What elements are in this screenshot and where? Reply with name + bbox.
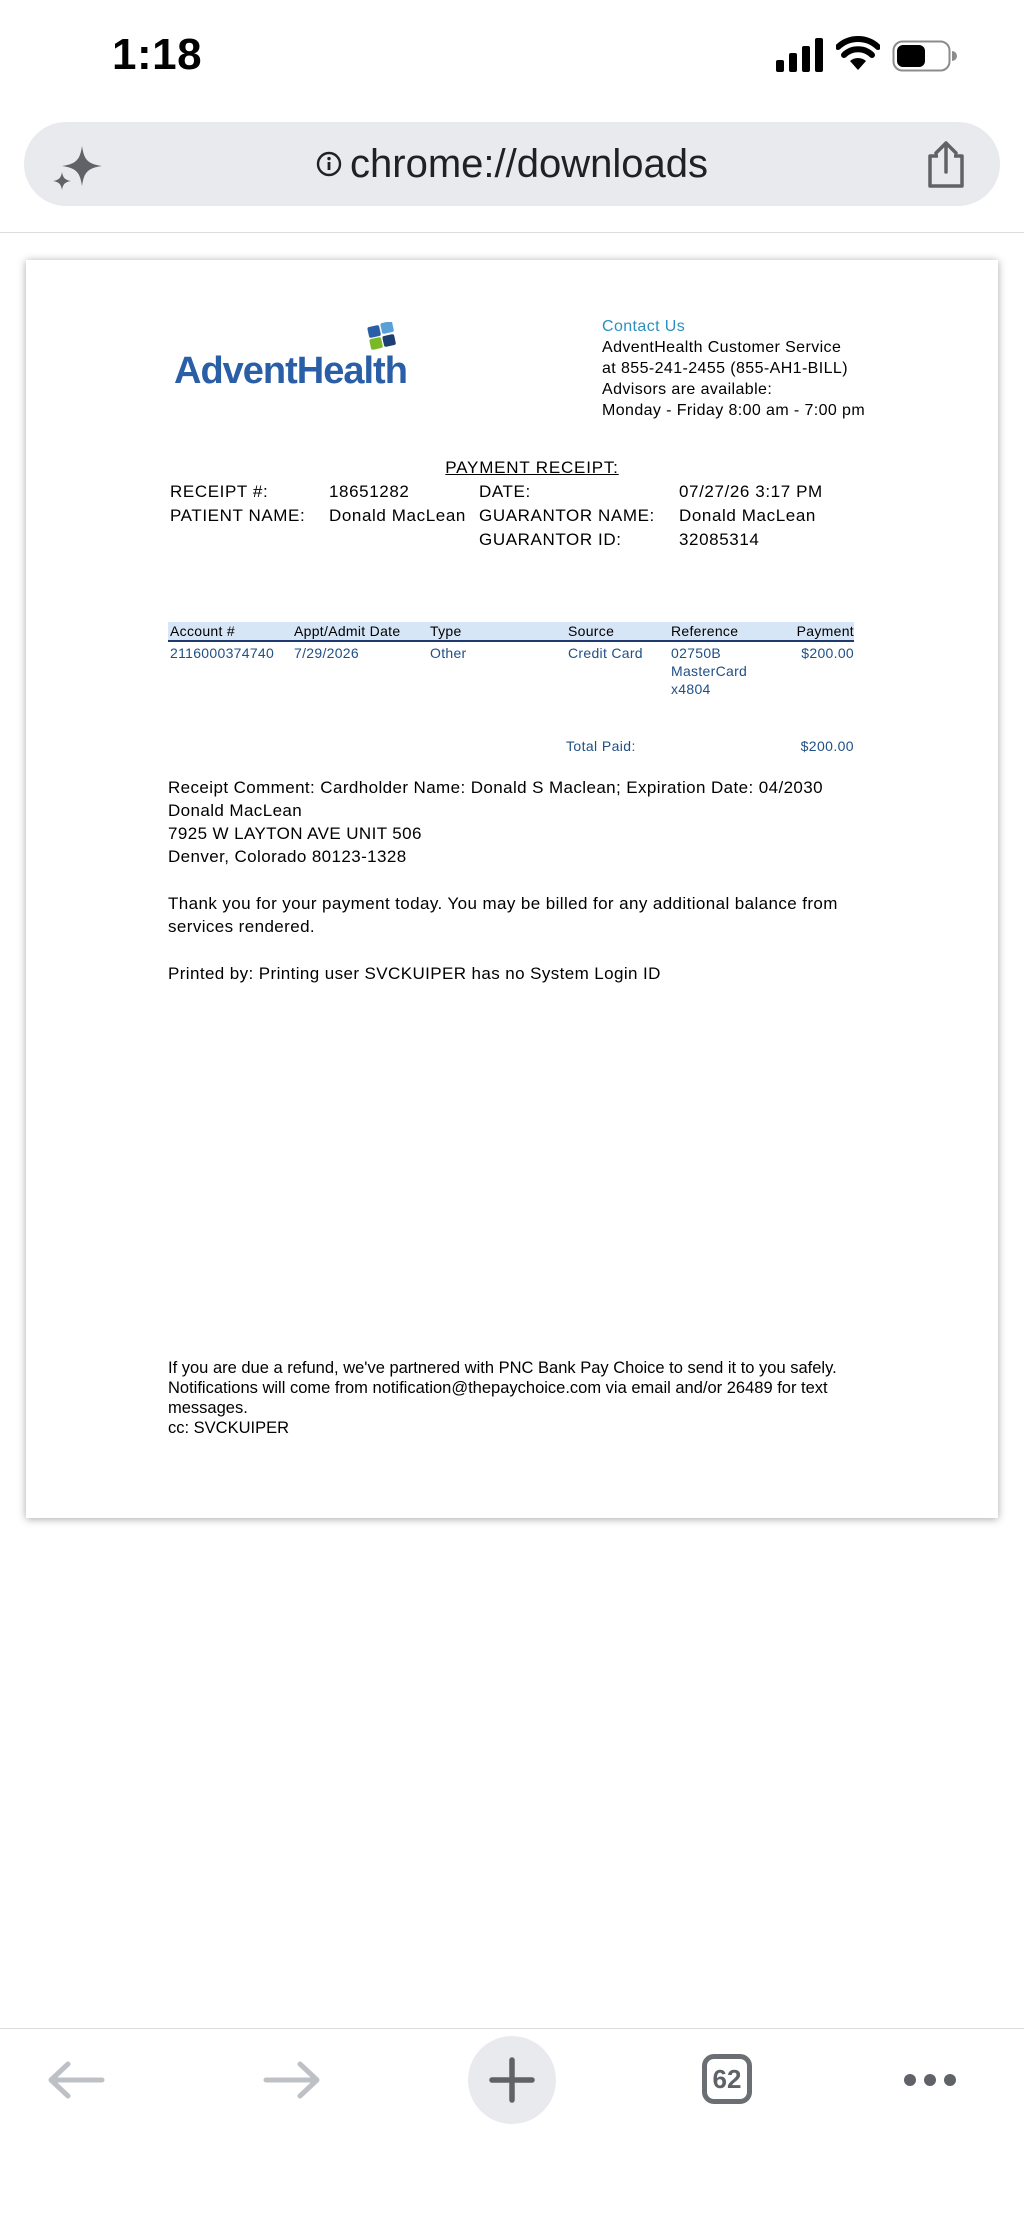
status-time: 1:18 [112, 30, 203, 79]
receipt-document [26, 260, 998, 1518]
payment-table-header [168, 622, 854, 642]
cellular-signal-icon [776, 38, 824, 72]
column-header-reference: Reference [671, 623, 739, 639]
refund-notice: If you are due a refund, we've partnered with PNC Bank Pay Choice to send it to you safely. Notifications will come from notification@thepaychoice.com via email and/or 26489 for text messages. [168, 1359, 837, 1417]
cc-line: cc: SVCKUIPER [168, 1419, 290, 1437]
cell-date: 7/29/2026 [294, 645, 359, 661]
cell-reference-line: MasterCard [671, 663, 748, 679]
receipt-comment: Receipt Comment: Cardholder Name: Donald S Maclean; Expiration Date: 04/2030 [168, 778, 824, 797]
column-header-account: Account # [170, 623, 235, 639]
cell-source: Credit Card [568, 645, 643, 661]
contact-line: Monday - Friday 8:00 am - 7:00 pm [602, 402, 866, 419]
site-info-icon[interactable] [316, 151, 342, 177]
contact-block [602, 316, 865, 421]
more-options-icon[interactable] [902, 2072, 958, 2088]
refund-notice-block [168, 1358, 848, 1438]
receipt-number-value: 18651282 [329, 482, 410, 501]
tab-count: 62 [712, 2063, 742, 2094]
contact-line: Advisors are available: [602, 381, 773, 398]
tab-switcher-button[interactable] [702, 2054, 752, 2104]
guarantor-id-value: 32085314 [679, 530, 760, 549]
total-paid-value: $200.00 [800, 738, 854, 754]
cell-type: Other [430, 645, 467, 661]
column-header-payment: Payment [796, 623, 854, 639]
url-display[interactable] [24, 122, 1000, 206]
share-icon[interactable] [924, 140, 968, 190]
thank-you-text: Thank you for your payment today. You may be billed for any additional balance from services rendered. [168, 894, 838, 936]
cell-payment: $200.00 [801, 645, 854, 661]
cell-reference-line: x4804 [671, 681, 711, 697]
address-bar[interactable] [24, 122, 1000, 206]
guarantor-id-label: GUARANTOR ID: [479, 530, 622, 549]
wifi-icon [836, 36, 880, 72]
url-text: chrome://downloads [350, 141, 708, 186]
receipt-number-label: RECEIPT #: [170, 482, 269, 501]
date-label: DATE: [479, 482, 531, 501]
receipt-comment-block [168, 776, 868, 868]
forward-arrow-icon[interactable] [262, 2060, 322, 2100]
contact-title: Contact Us [602, 318, 686, 335]
adventhealth-logo-icon [174, 322, 474, 352]
cell-account: 2116000374740 [170, 645, 275, 661]
total-paid-label: Total Paid: [566, 738, 636, 754]
column-header-source: Source [568, 623, 615, 639]
address-street: 7925 W LAYTON AVE UNIT 506 [168, 824, 422, 843]
adventhealth-logo-text: AdventHealth [174, 350, 407, 392]
guarantor-name-value: Donald MacLean [679, 506, 816, 525]
address-city: Denver, Colorado 80123-1328 [168, 847, 407, 866]
back-arrow-icon[interactable] [46, 2060, 106, 2100]
date-value: 07/27/26 3:17 PM [679, 482, 823, 501]
contact-line: at 855-241-2455 (855-AH1-BILL) [602, 360, 848, 377]
status-bar [0, 0, 1024, 110]
new-tab-button[interactable] [468, 2036, 556, 2124]
battery-icon [892, 40, 958, 72]
patient-name-label: PATIENT NAME: [170, 506, 306, 525]
cell-reference-line: 02750B [671, 645, 722, 661]
top-divider [0, 232, 1024, 233]
receipt-title: PAYMENT RECEIPT: [445, 458, 619, 477]
address-name: Donald MacLean [168, 801, 303, 820]
printed-by-text: Printed by: Printing user SVCKUIPER has no System Login ID [168, 964, 661, 983]
contact-line: AdventHealth Customer Service [602, 339, 842, 356]
guarantor-name-label: GUARANTOR NAME: [479, 506, 655, 525]
bottom-divider [0, 2028, 1024, 2029]
column-header-type: Type [430, 623, 462, 639]
plus-icon [468, 2036, 556, 2124]
column-header-date: Appt/Admit Date [294, 623, 401, 639]
patient-name-value: Donald MacLean [329, 506, 466, 525]
